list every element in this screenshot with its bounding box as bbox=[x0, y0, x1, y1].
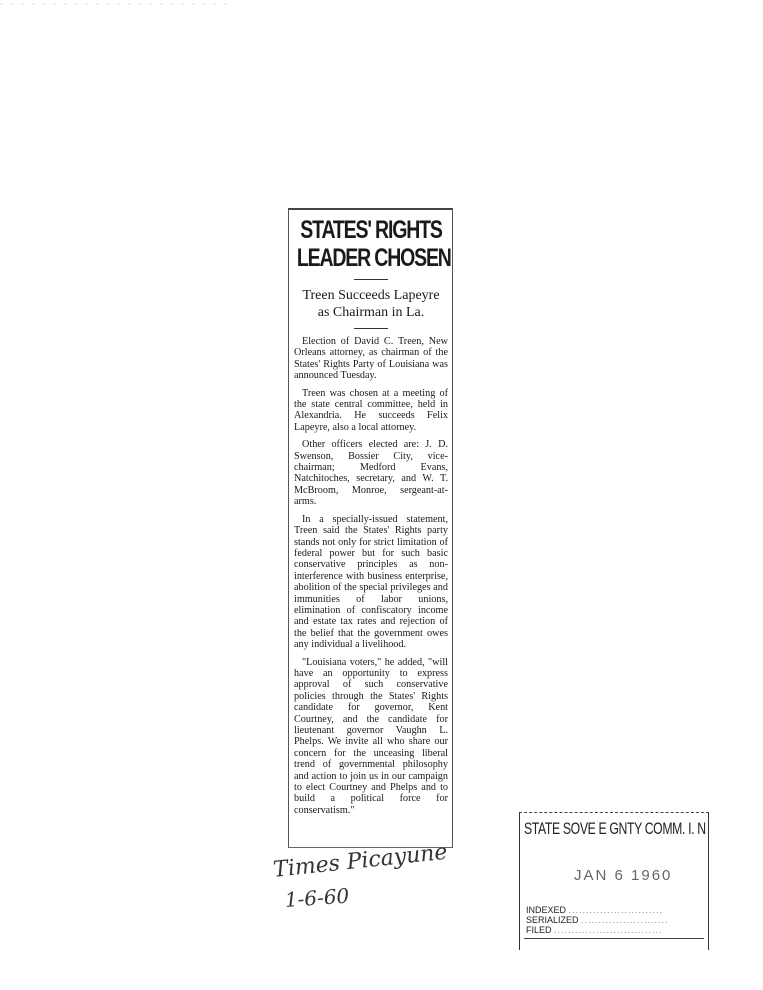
paragraph-3: Other officers elected are: J. D. Swenson, Bossier City, vice-chairman; Medford Evans, Natchitoches, secretary, and W. T. McBroom, Monroe, sergeant-at-arms. bbox=[294, 439, 448, 508]
subhead-line-1: Treen Succeeds Lapeyre bbox=[302, 288, 440, 303]
handwritten-source: Times Picayune bbox=[272, 839, 449, 883]
paragraph-4: In a specially-issued statement, Treen said the States' Rights party stands not only for strict limitation of federal power but for such basic conservative principles as non-interference with business enterprise, abolition of the special privileges and immunities of labor unions, elimination of confiscatory income and estate tax rates and rejection of the belief that the government owes any individual a livelihood. bbox=[294, 513, 448, 651]
top-edge-marks: · · · · · · · · · · · · · · · · · · · · · · bbox=[0, 0, 230, 9]
paragraph-1: Election of David C. Treen, New Orleans attorney, as chairman of the States' Rights Party of Louisiana was announced Tuesday. bbox=[294, 336, 448, 382]
stamp-date: JAN 6 1960 bbox=[574, 867, 673, 884]
stamp-serialized-label: SERIALIZED bbox=[526, 915, 579, 925]
headline-rule bbox=[354, 279, 388, 280]
article-body bbox=[294, 336, 448, 816]
stamp-dots: ........................... bbox=[568, 905, 664, 915]
handwritten-date: 1-6-60 bbox=[284, 883, 350, 912]
stamp-dots: ............................... bbox=[554, 925, 663, 935]
stamp-dots: ......................... bbox=[581, 915, 669, 925]
paragraph-2: Treen was chosen at a meeting of the state central committee, held in Alexandria. He succeeds Felix Lapeyre, also a local attorney. bbox=[294, 387, 448, 433]
subhead-rule bbox=[354, 328, 388, 329]
commission-stamp bbox=[519, 812, 709, 950]
stamp-indexed-label: INDEXED bbox=[526, 905, 567, 915]
headline-line-2: LEADER CHOSEN bbox=[296, 244, 451, 272]
paragraph-5: "Louisiana voters," he added, "will have an opportunity to express approval of such conservative policies through the States' Rights candidate for governor, Kent Courtney, and the candidate for lieutenant governor Vaughn L. Phelps. We invite all who share our concern for the unceasing liberal trend of governmental philosophy and action to join us in our campaign to elect Courtney and Phelps and to build a political force for conservatism." bbox=[294, 656, 448, 816]
subhead-line-2: as Chairman in La. bbox=[317, 305, 425, 320]
stamp-title: STATE SOVE E GNTY COMM. I. N bbox=[524, 819, 706, 838]
stamp-filed-label: FILED bbox=[526, 925, 552, 935]
newspaper-clipping bbox=[288, 208, 453, 848]
stamp-filing-lines bbox=[526, 905, 669, 935]
stamp-bottom-rule bbox=[524, 938, 704, 939]
headline-line-1: STATES' RIGHTS bbox=[300, 216, 442, 244]
